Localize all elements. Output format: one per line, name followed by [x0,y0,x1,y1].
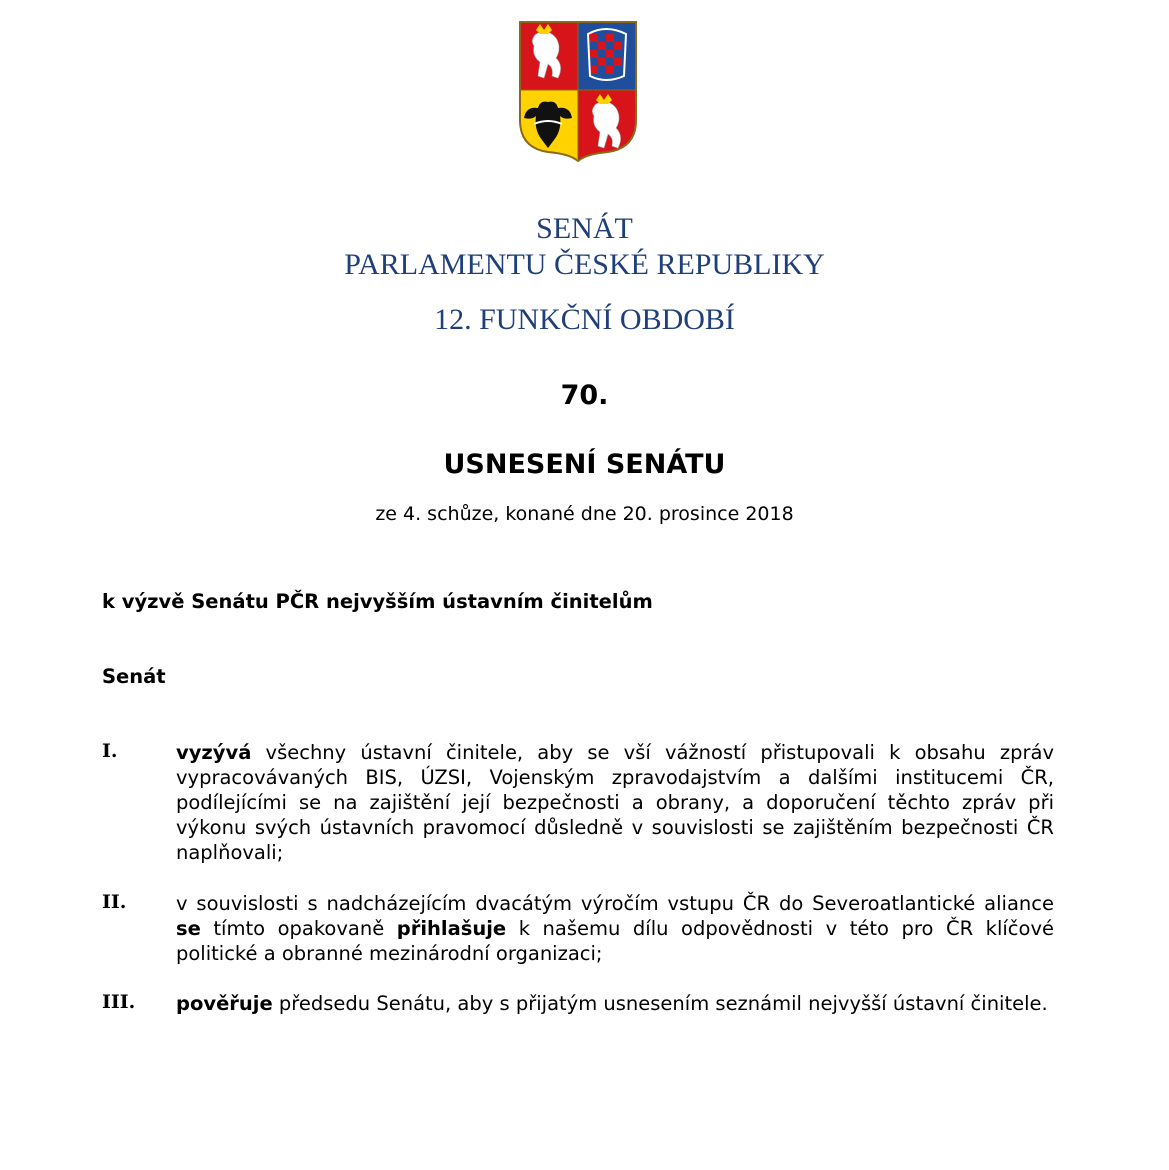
item-numeral: III. [102,991,136,1013]
item-text-run: všechny ústavní činitele, aby se vší vážností přistupovali k obsahu zpráv vypracovávaných BIS, ÚZSI, Vojenským zpravodajstvím a dalšími institucemi ČR, podílejícími se na zajištění její bezpečnosti a obrany, a doporučení těchto zpráv při výkonu svých ústavních pravomocí důsledně v souvislosti se zajištěním bezpečnosti ČR naplňovali; [176,741,1054,864]
session-info: ze 4. schůze, konané dne 20. prosince 2018 [375,503,794,525]
resolution-title: USNESENÍ SENÁTU [443,449,726,480]
item-keyword: přihlašuje [396,917,507,940]
item-keyword: pověřuje [176,992,273,1015]
item-text-run: v souvislosti s nadcházejícím dvacátým výročím vstupu ČR do Severoatlantické aliance [176,892,1054,915]
item-keyword: vyzývá [176,741,252,764]
item-text [176,740,1054,865]
item-numeral: I. [102,740,118,762]
resolution-number: 70. [560,380,609,411]
item-text-run: tímto opakovaně [200,917,397,940]
body-label: Senát [102,665,166,688]
item-text-run: k našemu dílu odpovědnosti v této pro ČR klíčové politické a obranné mezinárodní organizaci; [176,917,1054,965]
header-senat: SENÁT [536,212,633,245]
item-text-run: předsedu Senátu, aby s přijatým usnesením seznámil nejvyšší ústavní činitele. [272,992,1048,1015]
item-text [176,991,1054,1016]
header-term: 12. FUNKČNÍ OBDOBÍ [434,303,735,336]
item-text [176,891,1054,966]
item-numeral: II. [102,891,127,913]
header-parliament: PARLAMENTU ČESKÉ REPUBLIKY [344,248,825,281]
item-keyword: se [176,917,201,940]
resolution-subject: k výzvě Senátu PČR nejvyšším ústavním činitelům [102,590,653,613]
coat-of-arms [518,20,638,162]
czech-coat-of-arms-icon [518,20,638,162]
